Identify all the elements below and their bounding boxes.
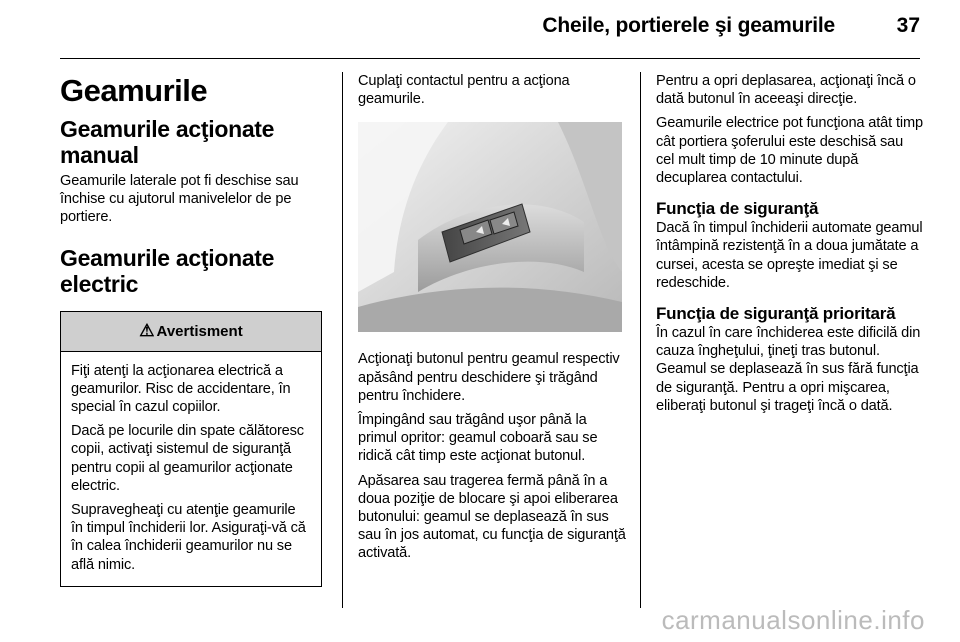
warning-paragraph-1: Fiţi atenţi la acţionarea electrică a geamurilor. Risc de accidentare, în special în cazul copiilor.: [71, 362, 291, 416]
paragraph-stop-movement: Pentru a opri deplasarea, acţionaţi încă o dată butonul în aceeaşi direcţie.: [656, 73, 916, 108]
chapter-heading: Geamurile: [60, 73, 208, 108]
column-divider-1: [342, 72, 343, 608]
column-divider-2: [640, 72, 641, 608]
safety-function-heading: Funcţia de siguranţă: [656, 199, 819, 219]
warning-header: [61, 312, 321, 352]
column-2: [358, 72, 626, 563]
warning-body: [61, 352, 321, 586]
manual-windows-text: Geamurile laterale pot fi deschise sau închise cu ajutorul manivelelor de pe portiere.: [60, 173, 299, 226]
warning-box: [60, 311, 322, 587]
window-switch-photo: [358, 122, 622, 332]
door-armrest-image: [358, 122, 622, 332]
paragraph-second-stop: Apăsarea sau tragerea fermă până în a doua poziţie de blocare şi apoi eliberarea butonului: geamul se deplasează în sus sau în jos automat, cu funcţia de siguranţă activată.: [358, 472, 626, 562]
page-header: [0, 0, 960, 56]
intro-text: Cuplaţi contactul pentru a acţiona geamurile.: [358, 73, 570, 108]
warning-title: Avertisment: [156, 322, 243, 340]
priority-safety-text: În cazul în care închiderea este dificilă din cauza îngheţului, ţineţi tras butonul. Geamul se deplasează în sus fără funcţia de siguranţă. Pentru a opri mişcarea, eliberaţi butonul şi trageţi încă o dată.: [656, 325, 921, 414]
paragraph-operation-time: Geamurile electrice pot funcţiona atât timp cât portiera şoferului este deschisă sau cel mult timp de 10 minute după decuplarea contactului.: [656, 115, 923, 187]
warning-paragraph-2: Dacă pe locurile din spate călătoresc copii, activaţi sistemul de siguranţă pentru copii al geamurilor acţionate electric.: [71, 423, 304, 494]
manual-windows-heading: Geamurile acţionate manual: [60, 116, 275, 168]
column-3: [656, 72, 924, 415]
safety-function-text: Dacă în timpul închiderii automate geamul întâmpină rezistenţă în a doua jumătate a cursei, acesta se opreşte imediat şi se redeschide.: [656, 220, 923, 291]
warning-icon: ⚠: [139, 321, 155, 341]
section-title: Cheile, portierele şi geamurile: [542, 14, 835, 37]
paragraph-button-action: Acţionaţi butonul pentru geamul respectiv apăsând pentru deschidere şi trăgând pentru închidere.: [358, 351, 620, 404]
column-1: [60, 72, 328, 587]
electric-windows-heading: Geamurile acţionate electric: [60, 244, 275, 297]
watermark-text: carmanualsonline.info: [661, 605, 925, 635]
page-number: 37: [896, 14, 920, 37]
priority-safety-heading: Funcţia de siguranţă prioritară: [656, 304, 896, 324]
warning-paragraph-3: Supravegheaţi cu atenţie geamurile în timpul închiderii lor. Asiguraţi-vă că în calea închiderii geamurilor nu se află nimic.: [71, 502, 306, 573]
header-rule: [60, 58, 920, 59]
paragraph-first-stop: Împingând sau trăgând uşor până la primul opritor: geamul coboară sau se ridică cât timp este acţionat butonul.: [358, 412, 598, 465]
